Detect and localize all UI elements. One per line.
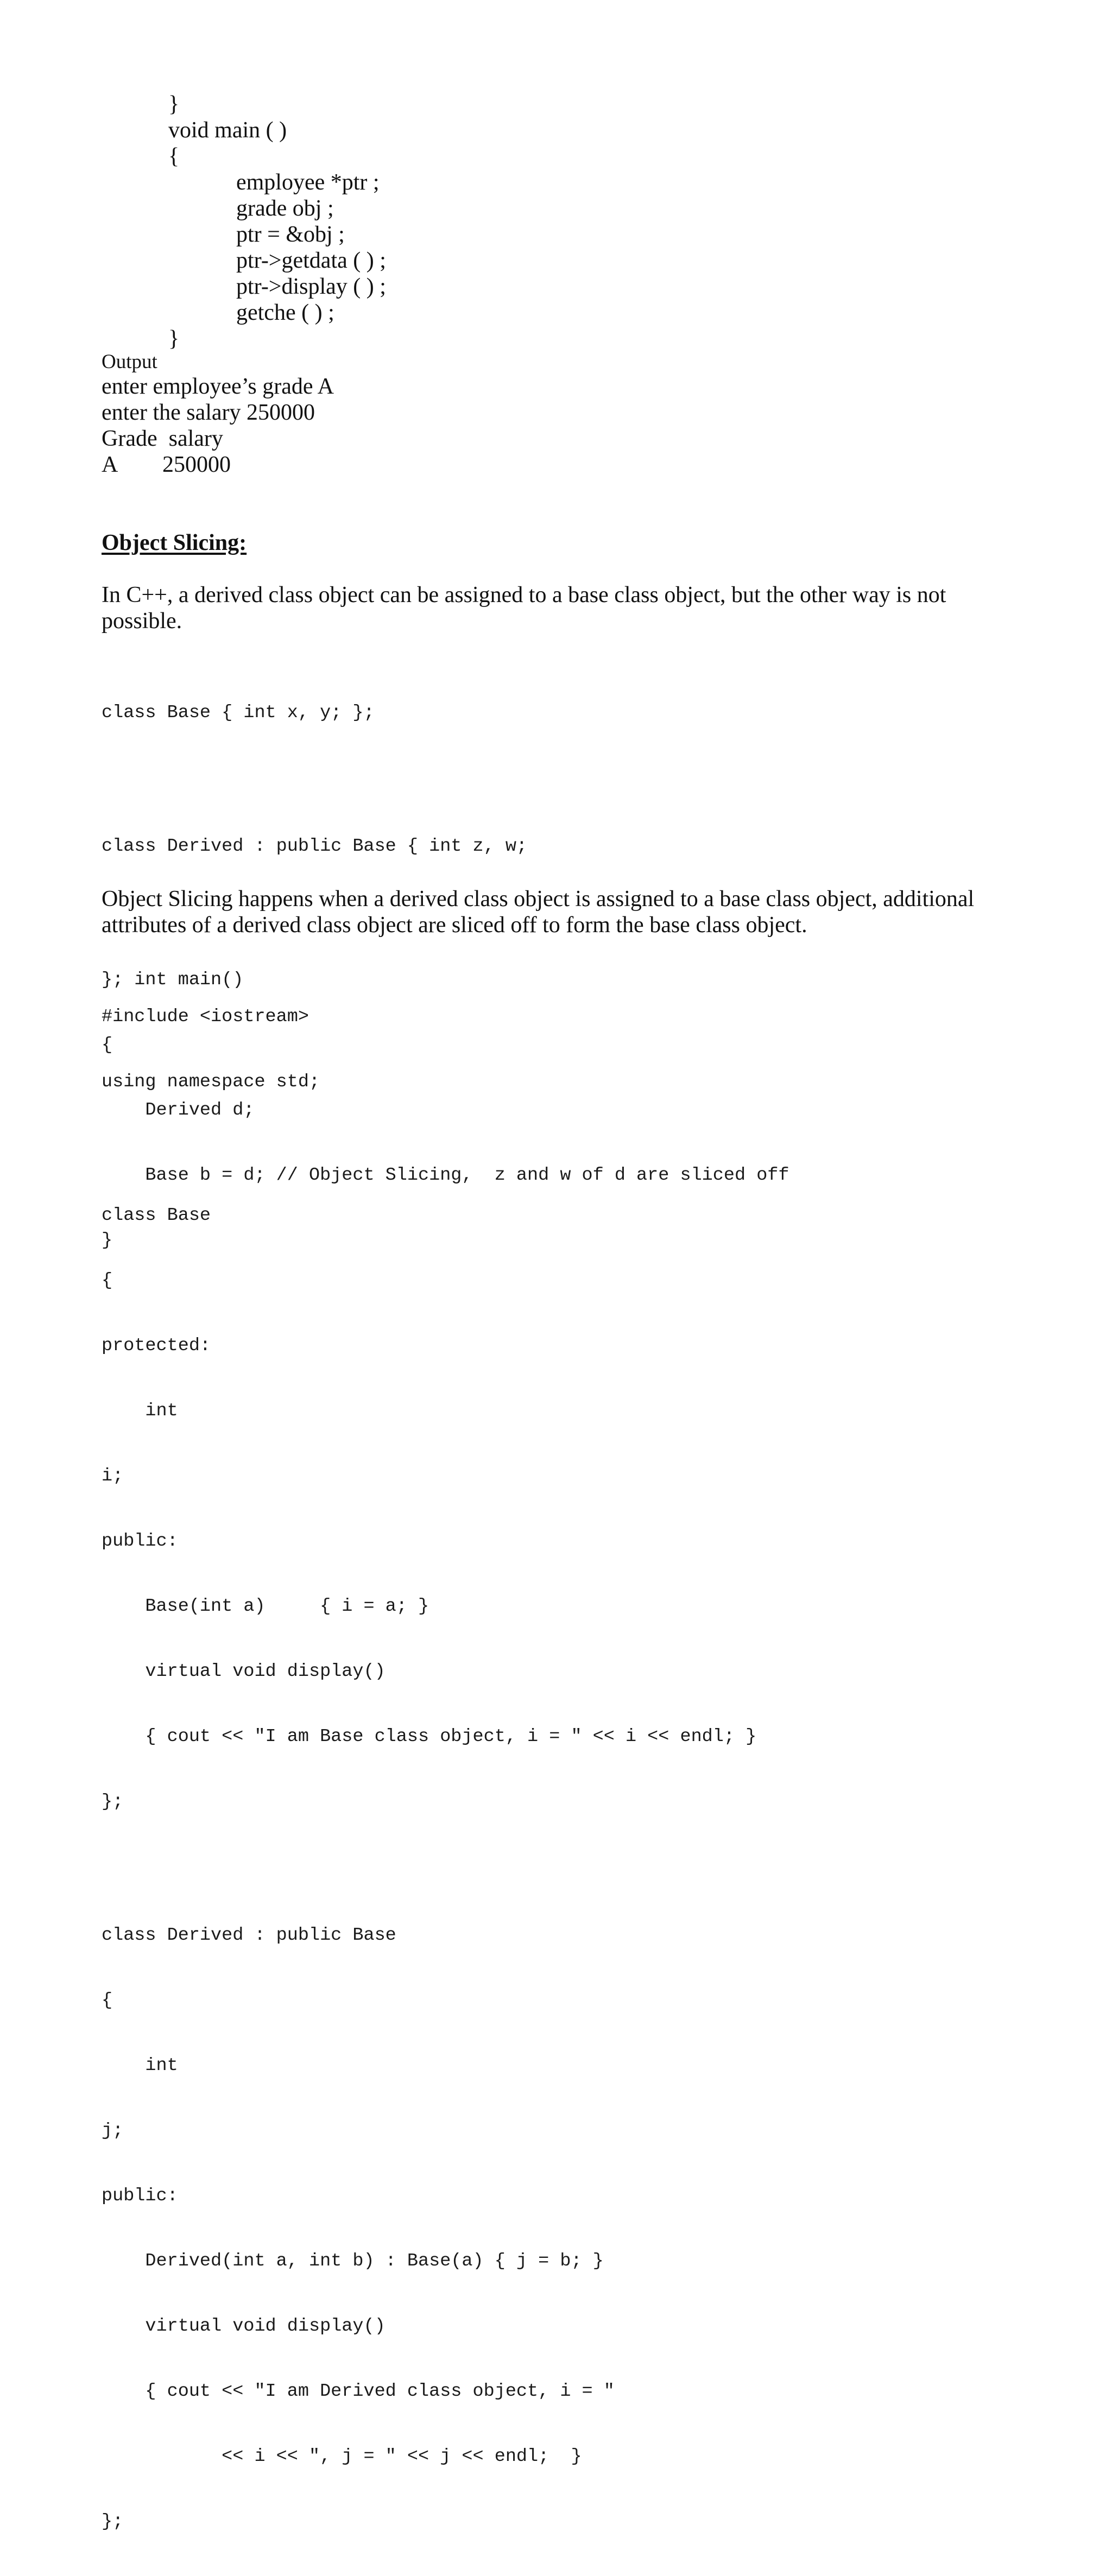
- code-line: #include <iostream>: [102, 1007, 309, 1027]
- code-line: protected:: [102, 1336, 211, 1356]
- code-line: { cout << "I am Derived class object, i = ": [102, 2381, 615, 2402]
- output-line: enter the salary 250000: [102, 400, 315, 425]
- code-line: };: [102, 2511, 124, 2532]
- code-line: using namespace std;: [102, 1072, 320, 1092]
- code-line: virtual void display(): [102, 2316, 386, 2337]
- code-line: class Derived : public Base: [102, 1925, 396, 1946]
- code-line: Base b = d; // Object Slicing, z and w of d are sliced off: [102, 1165, 789, 1186]
- code-line: };: [102, 1792, 124, 1812]
- output-line: Grade salary: [102, 426, 223, 451]
- code-line: Base(int a) { i = a; }: [102, 1596, 429, 1617]
- code-line-main: void main ( ): [168, 118, 287, 143]
- code-line-getdata: ptr->getdata ( ) ;: [236, 248, 386, 273]
- code-block-2: [102, 963, 756, 2576]
- code-blank: [102, 767, 789, 792]
- output-line: A 250000: [102, 452, 231, 477]
- code-line: Derived(int a, int b) : Base(a) { j = b; }: [102, 2251, 604, 2271]
- code-blank: [102, 1856, 756, 1881]
- code-line: public:: [102, 2186, 178, 2206]
- code-line: }; int main(): [102, 970, 244, 990]
- code-line: }: [102, 1230, 113, 1251]
- code-line: Derived d;: [102, 1100, 255, 1121]
- code-line: << i << ", j = " << j << endl; }: [102, 2446, 582, 2467]
- code-line: int: [102, 2055, 178, 2076]
- code-line-close-brace: }: [168, 92, 180, 117]
- intro-paragraph: In C++, a derived class object can be assigned to a base class object, but the other way is not possible.: [102, 583, 946, 634]
- code-line: class Derived : public Base { int z, w;: [102, 836, 528, 857]
- code-line-display: ptr->display ( ) ;: [236, 274, 386, 299]
- code-line: i;: [102, 1466, 124, 1486]
- code-line: {: [102, 1035, 113, 1055]
- code-line-ptr-assign: ptr = &obj ;: [236, 222, 345, 247]
- code-line-grade-obj: grade obj ;: [236, 196, 334, 221]
- code-blank: [102, 1136, 756, 1161]
- code-line: { cout << "I am Base class object, i = " << i << endl; }: [102, 1726, 757, 1747]
- code-line-open-brace: {: [168, 144, 180, 169]
- code-line-close-brace-2: }: [168, 326, 180, 351]
- code-line: class Base { int x, y; };: [102, 702, 375, 723]
- code-line: j;: [102, 2121, 124, 2141]
- code-line: {: [102, 1990, 113, 2011]
- output-line: enter employee’s grade A: [102, 374, 334, 399]
- code-line: int: [102, 1401, 178, 1421]
- code-line: class Base: [102, 1205, 211, 1226]
- code-line: public:: [102, 1531, 178, 1552]
- section-heading: Object Slicing:: [102, 530, 247, 555]
- code-line-getche: getche ( ) ;: [236, 300, 334, 325]
- code-line-employee-ptr: employee *ptr ;: [236, 170, 380, 195]
- output-label: Output: [102, 351, 157, 373]
- explanation-paragraph: Object Slicing happens when a derived class object is assigned to a base class object, additional attributes of a derived class object are sliced off to form the base class object.: [102, 887, 975, 938]
- code-line: {: [102, 1270, 113, 1291]
- code-line: virtual void display(): [102, 1661, 386, 1682]
